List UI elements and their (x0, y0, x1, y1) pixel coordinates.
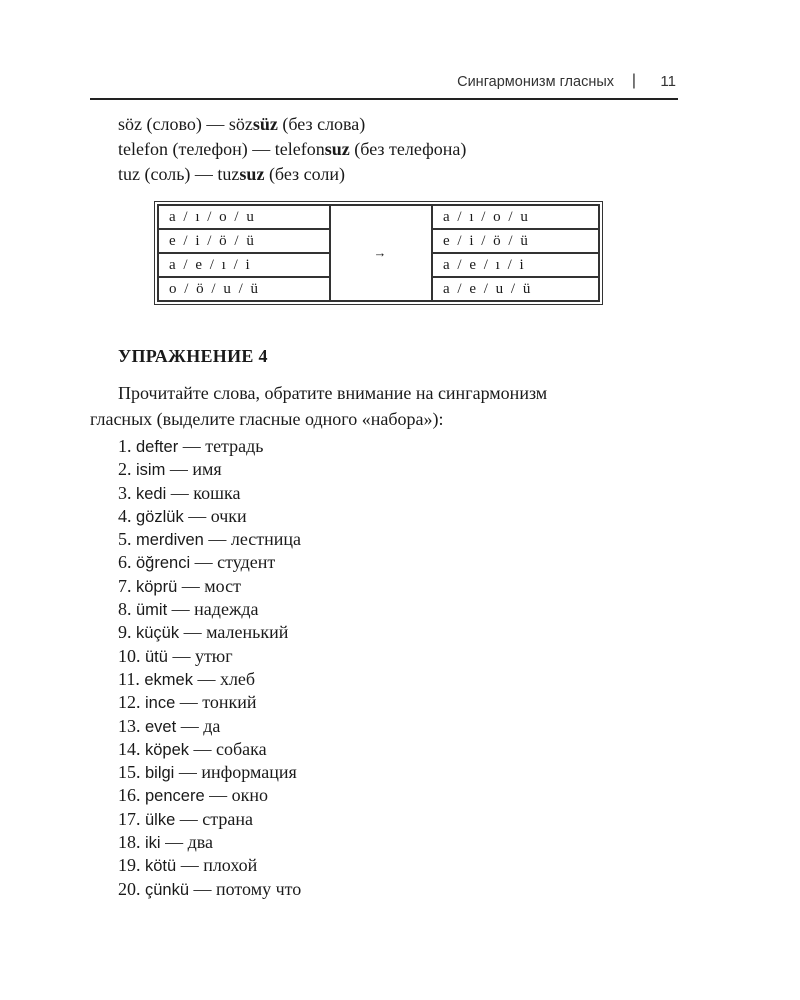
turkish-word: kedi (136, 484, 167, 503)
russian-translation: имя (192, 459, 222, 480)
arrow-right-icon: → (373, 245, 389, 260)
russian-translation: плохой (203, 855, 258, 876)
example-text: telefon (телефон) — telefon (118, 139, 325, 159)
list-item: 11. ekmek — хлеб (118, 668, 256, 689)
turkish-word: köpek (145, 740, 190, 759)
turkish-word: iki (145, 834, 161, 853)
list-item: 13. evet — да (118, 715, 221, 736)
russian-translation: утюг (194, 645, 233, 666)
russian-translation: окно (231, 785, 269, 806)
turkish-word: merdiven (136, 531, 204, 550)
arrow-cell (330, 205, 432, 301)
russian-translation: надежда (194, 599, 259, 620)
example-text: söz (слово) — söz (118, 114, 253, 134)
table-cell: a / ı / o / u (432, 205, 599, 229)
example-line (118, 112, 466, 137)
list-item: 3. kedi — кошка (118, 482, 241, 503)
turkish-word: bilgi (145, 764, 175, 783)
list-item: 2. isim — имя (118, 459, 222, 480)
item-number: 17. (118, 808, 141, 829)
example-suffix: süz (252, 114, 278, 134)
turkish-word: defter (136, 438, 179, 456)
item-number: 13. (118, 715, 141, 736)
item-number: 9. (118, 622, 132, 643)
list-item: 15. bilgi — информация (118, 762, 297, 783)
turkish-word: evet (145, 717, 177, 736)
table-cell: a / e / ı / i (158, 253, 330, 277)
russian-translation: тонкий (202, 692, 257, 713)
table-cell: a / ı / o / u (158, 205, 330, 229)
table-row (158, 205, 599, 229)
turkish-word: köprü (136, 577, 178, 596)
example-lines (118, 112, 466, 187)
list-item: 5. merdiven — лестница (118, 529, 302, 550)
instruction-line: гласных (выделите гласные одного «набора»): (90, 409, 444, 429)
list-item: 19. kötü — плохой (118, 855, 258, 876)
item-number: 2. (118, 459, 132, 480)
item-number: 20. (118, 878, 141, 899)
turkish-word: küçük (136, 624, 180, 643)
russian-translation: тетрадь (205, 436, 264, 456)
item-number: 14. (118, 738, 141, 759)
table-cell: a / e / ı / i (432, 253, 599, 277)
list-item: 1. defter — тетрадь (118, 436, 264, 456)
item-number: 7. (118, 575, 132, 596)
example-suffix: suz (239, 164, 265, 184)
table-cell: e / i / ö / ü (432, 229, 599, 253)
turkish-word: gözlük (136, 507, 184, 526)
turkish-word: ekmek (144, 670, 193, 689)
header-separator: | (631, 72, 636, 89)
russian-translation: мост (204, 575, 241, 596)
exercise-heading: УПРАЖНЕНИЕ 4 (118, 346, 268, 366)
turkish-word: isim (136, 461, 166, 480)
item-number: 6. (118, 552, 132, 573)
turkish-word: öğrenci (136, 554, 191, 573)
item-number: 12. (118, 692, 141, 713)
list-item: 4. gözlük — очки (118, 505, 247, 526)
word-list (118, 435, 301, 901)
list-item: 16. pencere — окно (118, 785, 269, 806)
russian-translation: маленький (206, 622, 289, 643)
exercise-instruction (90, 380, 690, 432)
item-number: 11. (118, 668, 140, 689)
table-cell: e / i / ö / ü (158, 229, 330, 253)
vowel-harmony-table (157, 204, 600, 302)
russian-translation: студент (217, 552, 276, 573)
item-number: 16. (118, 785, 141, 806)
item-number: 3. (118, 482, 132, 503)
turkish-word: ümit (136, 601, 168, 620)
item-number: 10. (118, 645, 141, 666)
russian-translation: два (187, 832, 214, 853)
russian-translation: хлеб (219, 668, 256, 689)
example-line (118, 137, 466, 162)
item-number: 18. (118, 832, 141, 853)
example-line (118, 162, 466, 187)
list-item: 8. ümit — надежда (118, 599, 259, 620)
turkish-word: çünkü (145, 880, 190, 899)
list-item: 17. ülke — страна (118, 808, 253, 829)
instruction-line: Прочитайте слова, обратите внимание на сингармонизм (118, 383, 548, 403)
list-item: 7. köprü — мост (118, 575, 241, 596)
turkish-word: ülke (145, 810, 176, 829)
example-text: (без телефона) (349, 139, 467, 159)
item-number: 8. (118, 599, 132, 620)
item-number: 5. (118, 529, 132, 550)
table-cell: a / e / u / ü (432, 277, 599, 301)
turkish-word: pencere (145, 787, 205, 806)
example-text: tuz (соль) — tuz (118, 164, 240, 184)
russian-translation: лестница (230, 529, 302, 550)
list-item: 20. çünkü — потому что (118, 878, 302, 899)
russian-translation: потому что (216, 878, 302, 899)
running-header (90, 72, 678, 100)
item-number: 1. (118, 436, 132, 456)
item-number: 4. (118, 505, 132, 526)
example-text: (без слова) (277, 114, 366, 134)
turkish-word: ince (145, 694, 176, 713)
page-number: 11 (660, 73, 676, 90)
list-item: 14. köpek — собака (118, 738, 267, 759)
list-item: 6. öğrenci — студент (118, 552, 276, 573)
turkish-word: ütü (145, 647, 168, 666)
list-item: 18. iki — два (118, 832, 214, 853)
list-item: 10. ütü — утюг (118, 645, 233, 666)
russian-translation: да (203, 715, 221, 736)
russian-translation: собака (216, 738, 267, 759)
list-item: 12. ince — тонкий (118, 692, 257, 713)
russian-translation: очки (210, 505, 247, 526)
russian-translation: кошка (193, 482, 241, 503)
example-suffix: suz (324, 139, 350, 159)
list-item: 9. küçük — маленький (118, 622, 289, 643)
item-number: 15. (118, 762, 141, 783)
russian-translation: информация (201, 762, 297, 783)
item-number: 19. (118, 855, 141, 876)
example-text: (без соли) (264, 164, 346, 184)
chapter-title: Сингармонизм гласных (457, 74, 614, 90)
russian-translation: страна (202, 808, 253, 829)
turkish-word: kötü (145, 857, 177, 876)
table-cell: o / ö / u / ü (158, 277, 330, 301)
